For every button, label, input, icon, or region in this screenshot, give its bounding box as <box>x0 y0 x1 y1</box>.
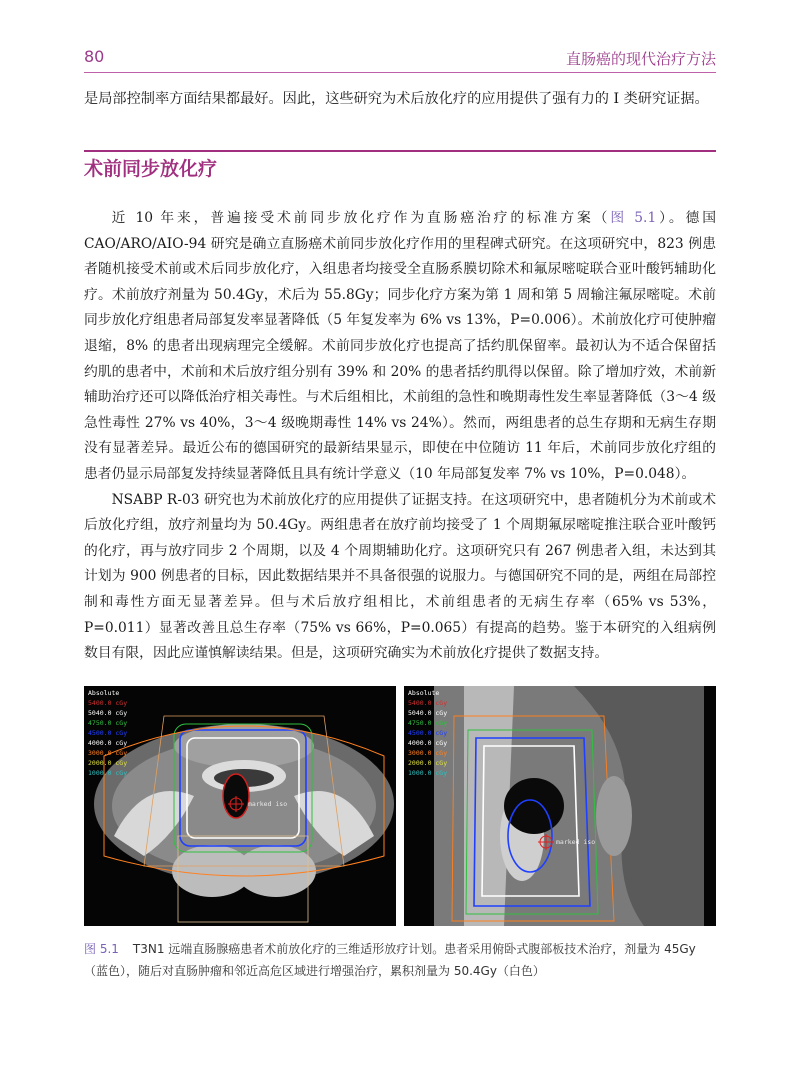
axial-ct-image <box>84 686 396 926</box>
running-title: 直肠癌的现代治疗方法 <box>565 50 716 68</box>
legend-right-3: 4750.0 cGy <box>408 719 448 727</box>
section-title: 术前同步放化疗 <box>84 158 218 180</box>
intro-paragraph: 是局部控制率方面结果都最好。因此，这些研究为术后放化疗的应用提供了强有力的 I 类研究证据。 <box>84 91 709 107</box>
figure-5-1 <box>84 686 716 926</box>
legend-left-1: 5400.0 cGy <box>88 699 128 707</box>
paragraph-2: NSABP R-03 研究也为术前放化疗的应用提供了证据支持。在这项研究中，患者随机分为术前或术后放化疗组，放疗剂量均为 50.4Gy。两组患者在放疗前均接受了 1 个周期氟尿嘧啶推注联合亚叶酸钙的化疗，再与放疗同步 2 个周期，以及 4 个周期辅助化疗。这项研究只有 267 例患者入组，未达到其计划为 900 例患者的目标，因此数据结果并不具备很强的说服力。与德国研究不同的是，两组在局部控制和毒性方面无显著差异。但与术后放疗组相比，术前组患者的无病生存率（65% vs 53%，P=0.011）显著改善且总生存率（75% vs 66%，P=0.065）有提高的趋势。鉴于本研究的入组病例数目有限，因此应谨慎解读结果。但是，这项研究确实为术前放化疗提供了数据支持。 <box>84 491 716 662</box>
page-number: 80 <box>84 47 105 66</box>
sagittal-ct-image <box>404 686 716 926</box>
paragraph-1 <box>84 206 716 488</box>
dose-legend-right <box>408 688 447 778</box>
marked-iso-label-left: marked iso <box>248 800 288 808</box>
legend-left-0: Absolute <box>88 689 120 697</box>
caption-text: T3N1 远端直肠腺癌患者术前放化疗的三维适形放疗计划。患者采用俯卧式腹部板技术治疗，剂量为 45Gy（蓝色），随后对直肠肿瘤和邻近高危区域进行增强治疗，累积剂量为 50.4Gy（白色） <box>84 942 696 978</box>
legend-right-2: 5040.0 cGy <box>408 709 448 717</box>
legend-right-8: 1000.0 cGy <box>408 769 448 777</box>
legend-right-4: 4500.0 cGy <box>408 729 448 737</box>
legend-right-0: Absolute <box>408 689 440 697</box>
figure-caption <box>84 938 716 982</box>
legend-right-5: 4000.0 cGy <box>408 739 448 747</box>
axial-ct-panel <box>84 686 396 926</box>
caption-figure-number: 图 5.1 <box>84 942 119 956</box>
header-rule <box>84 72 716 73</box>
body-text <box>84 206 716 667</box>
legend-left-2: 5040.0 cGy <box>88 709 128 717</box>
legend-left-8: 1000.0 cGy <box>88 769 128 777</box>
paragraph-1-part-a: 近 10 年来，普遍接受术前同步放化疗作为直肠癌治疗的标准方案（ <box>111 210 611 226</box>
dose-legend-left <box>88 688 127 778</box>
legend-right-7: 2000.0 cGy <box>408 759 448 767</box>
paragraph-1-part-b: ）。德国 CAO/ARO/AIO-94 研究是确立直肠癌术前同步放化疗作用的里程碑式研究。在这项研究中，823 例患者随机接受术前或术后同步放化疗，入组患者均接受全直肠系膜切除术和氟尿嘧啶联合亚叶酸钙辅助化疗。术前放疗剂量为 50.4Gy，术后为 55.8Gy；同步化疗方案为第 1 周和第 5 周输注氟尿嘧啶。术前同步放化疗组患者局部复发率显著降低（5 年复发率为 6% vs 13%，P=0.006）。术前放化疗可使肿瘤退缩，8% 的患者出现病理完全缓解。术前同步放化疗也提高了括约肌保留率。最初认为不适合保留括约肌的患者中，术前和术后放疗组分别有 39% 和 20% 的患者括约肌得以保留。除了增加疗效，术前新辅助治疗还可以降低治疗相关毒性。与术后组相比，术前组的急性和晚期毒性发生率显著降低（3～4 级急性毒性 27% vs 40%，3～4 级晚期毒性 14% vs 24%）。然而，两组患者的总生存期和无病生存期没有显著差异。最近公布的德国研究的最新结果显示，即使在中位随访 11 年后，术前同步放化疗组的患者仍显示局部复发持续显著降低且具有统计学意义（10 年局部复发率 7% vs 10%，P=0.048）。 <box>84 210 717 482</box>
page-header <box>0 0 800 76</box>
legend-left-5: 4000.0 cGy <box>88 739 128 747</box>
legend-right-6: 3000.0 cGy <box>408 749 448 757</box>
legend-right-1: 5400.0 cGy <box>408 699 448 707</box>
legend-left-3: 4750.0 cGy <box>88 719 128 727</box>
legend-left-6: 3000.0 cGy <box>88 749 128 757</box>
figure-reference-link[interactable]: 图 5.1 <box>610 210 657 226</box>
legend-left-4: 4500.0 cGy <box>88 729 128 737</box>
marked-iso-label-right: marked iso <box>556 838 596 846</box>
section-rule <box>84 150 716 152</box>
sagittal-ct-panel <box>404 686 716 926</box>
legend-left-7: 2000.0 cGy <box>88 759 128 767</box>
